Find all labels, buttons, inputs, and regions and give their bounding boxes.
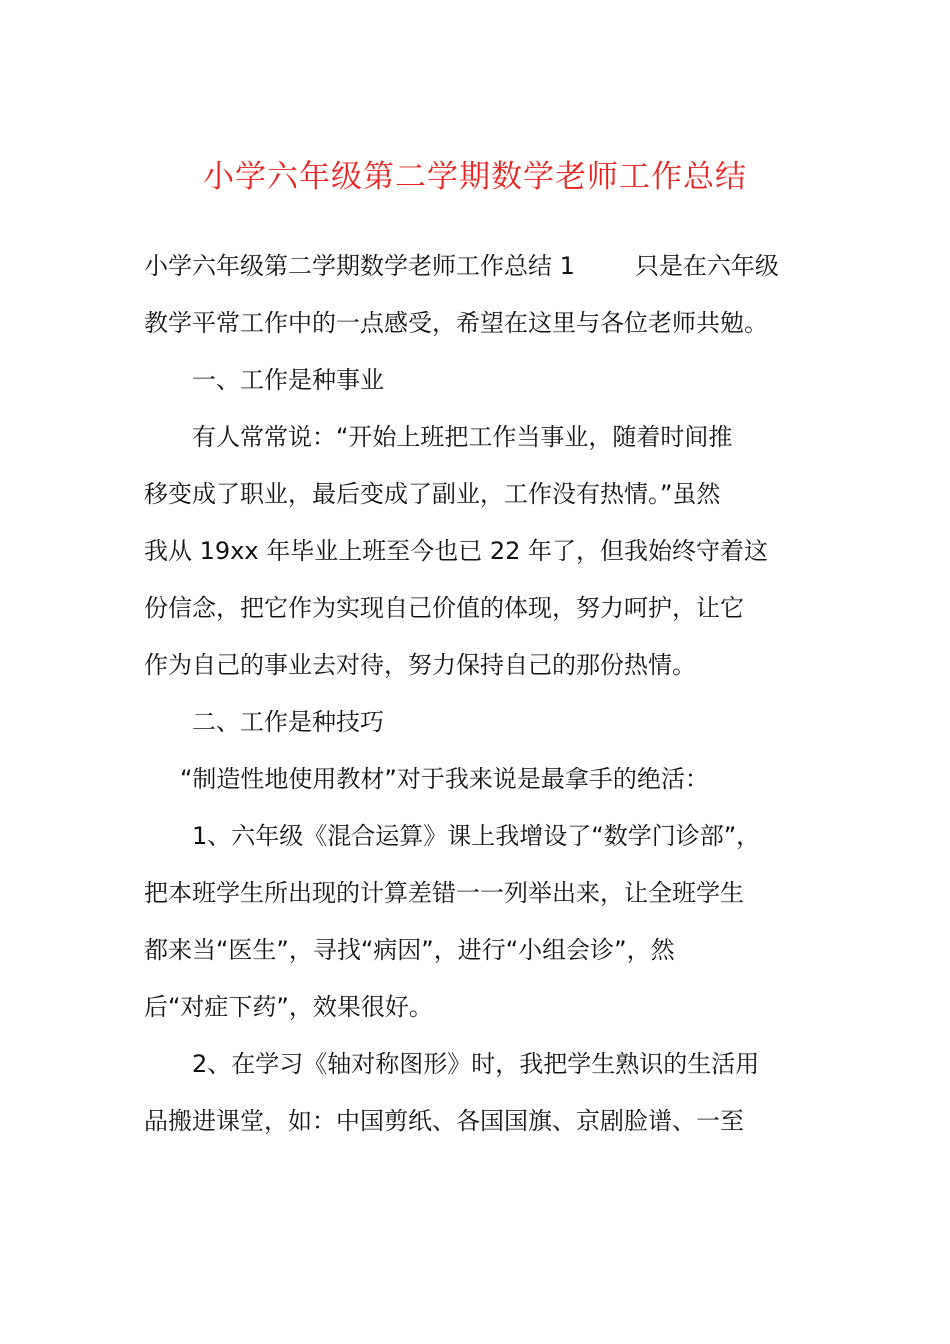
section-1-line: 移变成了职业，最后变成了副业，工作没有热情。”虽然 [144, 480, 721, 508]
section-1-line: 作为自己的事业去对待，努力保持自己的那份热情。 [144, 651, 696, 679]
document-title: 小学六年级第二学期数学老师工作总结 [203, 159, 747, 195]
section-1-line: 有人常常说：“开始上班把工作当事业，随着时间推 [192, 423, 733, 451]
section-2-heading: 二、工作是种技巧 [192, 708, 384, 736]
item-1-line: 都来当“医生”，寻找“病因”，进行“小组会诊”，然 [144, 936, 675, 964]
intro-line-2: 教学平常工作中的一点感受，希望在这里与各位老师共勉。 [144, 309, 768, 337]
item-1-line: 后“对症下药”，效果很好。 [144, 993, 433, 1021]
section-2-lead: “制造性地使用教材”对于我来说是最拿手的绝活： [180, 765, 709, 793]
intro-line-1-rest: 只是在六年级 [634, 252, 779, 280]
intro-heading: 小学六年级第二学期数学老师工作总结 1 [144, 252, 575, 280]
item-2-line: 品搬进课堂，如：中国剪纸、各国国旗、京剧脸谱、一至 [144, 1107, 744, 1135]
section-1-line: 我从 19xx 年毕业上班至今也已 22 年了，但我始终守着这 [144, 537, 768, 565]
section-1-line: 份信念，把它作为实现自己价值的体现，努力呵护，让它 [144, 594, 744, 622]
section-2-item-2 [144, 1036, 812, 1150]
section-2-item-1 [144, 808, 812, 1036]
item-2-line: 2、在学习《轴对称图形》时，我把学生熟识的生活用 [192, 1050, 760, 1078]
intro-line-1 [144, 238, 812, 295]
item-1-line: 1、六年级《混合运算》课上我增设了“数学门诊部”， [192, 822, 761, 850]
document-body [144, 238, 812, 1150]
intro-paragraph [144, 238, 812, 352]
section-1-paragraph [144, 409, 812, 694]
section-1-heading: 一、工作是种事业 [192, 366, 384, 394]
item-1-line: 把本班学生所出现的计算差错一一列举出来，让全班学生 [144, 879, 744, 907]
